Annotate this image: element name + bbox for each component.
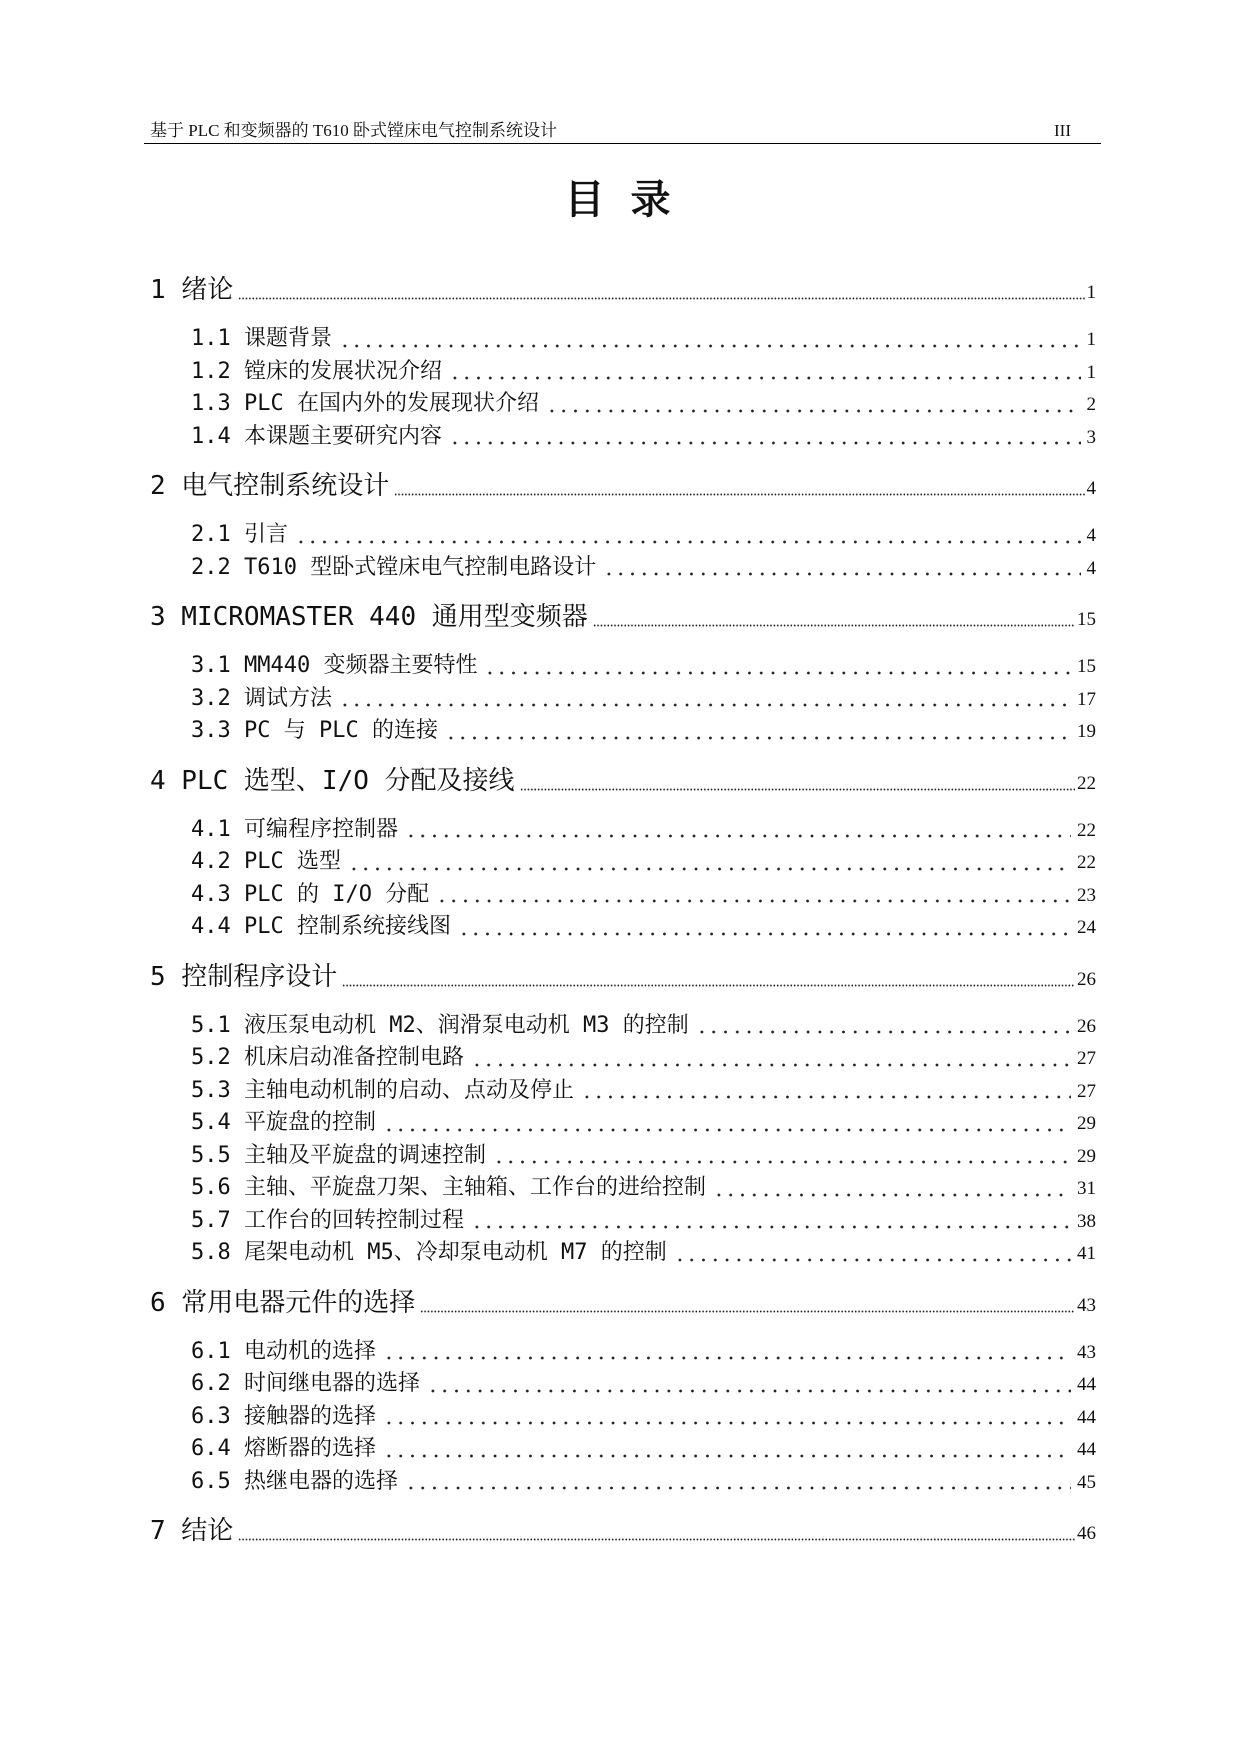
- header-page-number: III: [1054, 121, 1071, 140]
- dot-leader: [449, 356, 1081, 389]
- dot-leader: [484, 650, 1071, 683]
- dot-leader: [348, 846, 1071, 879]
- toc-entry-section-4-4: [150, 911, 1096, 944]
- page-number: 44: [1077, 1406, 1096, 1428]
- toc-title: 目 录: [564, 177, 677, 223]
- page-number: 22: [1077, 852, 1096, 873]
- section-title: 6.4 熔断器的选择: [191, 1436, 376, 1461]
- toc-entry-section-5-3: [150, 1075, 1096, 1108]
- section-title: 6.1 电动机的选择: [191, 1338, 376, 1364]
- page-number: 26: [1077, 968, 1096, 990]
- page-number: 3: [1086, 426, 1096, 448]
- page-number: 43: [1077, 1341, 1096, 1363]
- toc-entry-section-3-2: [150, 683, 1096, 716]
- chapter-title: 1 绪论: [150, 275, 234, 305]
- page-number: 43: [1077, 1294, 1096, 1316]
- dot-leader: [520, 763, 1075, 799]
- dot-leader: [405, 1466, 1071, 1499]
- section-title: 3.3 PC 与 PLC 的连接: [191, 718, 438, 743]
- dot-leader: [420, 1285, 1075, 1321]
- section-title: 2.2 T610 型卧式镗床电气控制电路设计: [191, 554, 597, 580]
- page-header: [144, 119, 1101, 144]
- dot-leader: [696, 1010, 1071, 1043]
- dot-leader: [713, 1172, 1071, 1205]
- toc-entry-section-1-2: [150, 356, 1096, 389]
- dot-leader: [674, 1237, 1071, 1270]
- dot-leader: [581, 1075, 1071, 1108]
- dot-leader: [445, 715, 1071, 748]
- toc-entry-section-5-5: [150, 1140, 1096, 1173]
- toc-entry-chapter-7: [150, 1513, 1096, 1549]
- page-number: 29: [1077, 1145, 1096, 1167]
- page-number: 24: [1077, 917, 1096, 938]
- page-number: 1: [1086, 282, 1096, 303]
- section-title: 4.3 PLC 的 I/O 分配: [191, 881, 430, 907]
- page-number: 26: [1077, 1015, 1096, 1037]
- toc-entry-section-5-6: [150, 1172, 1096, 1205]
- section-title: 5.7 工作台的回转控制过程: [191, 1207, 464, 1233]
- page-number: 4: [1086, 525, 1096, 546]
- dot-leader: [471, 1205, 1071, 1238]
- toc-entry-chapter-3: [150, 599, 1096, 635]
- page-number: 44: [1077, 1374, 1096, 1395]
- section-title: 5.6 主轴、平旋盘刀架、主轴箱、工作台的进给控制: [191, 1175, 706, 1200]
- section-title: 5.4 平旋盘的控制: [191, 1110, 376, 1135]
- section-title: 1.1 课题背景: [191, 326, 332, 351]
- page-number: 2: [1086, 394, 1096, 415]
- toc-entry-section-4-2: [150, 846, 1096, 879]
- page-number: 45: [1077, 1471, 1096, 1493]
- toc-entry-section-4-1: [150, 814, 1096, 847]
- toc-entry-section-5-2: [150, 1042, 1096, 1075]
- toc-entry-section-4-3: [150, 879, 1096, 912]
- dot-leader: [238, 1513, 1075, 1549]
- chapter-title: 3 MICROMASTER 440 通用型变频器: [150, 602, 588, 632]
- section-title: 4.1 可编程序控制器: [191, 816, 398, 842]
- toc-entry-section-6-3: [150, 1401, 1096, 1434]
- toc-entry-chapter-2: [150, 468, 1096, 504]
- dot-leader: [339, 683, 1071, 716]
- toc-entry-section-5-7: [150, 1205, 1096, 1238]
- toc-entry-section-3-1: [150, 650, 1096, 683]
- page-number: 1: [1086, 329, 1096, 350]
- dot-leader: [405, 814, 1071, 847]
- toc-entry-section-1-3: [150, 388, 1096, 421]
- section-title: 1.3 PLC 在国内外的发展现状介绍: [191, 391, 539, 416]
- toc-entry-chapter-6: [150, 1285, 1096, 1321]
- page-number: 19: [1077, 721, 1096, 742]
- page-number: 22: [1077, 772, 1096, 794]
- dot-leader: [342, 959, 1075, 995]
- page-number: 46: [1077, 1523, 1096, 1544]
- section-title: 3.2 调试方法: [191, 685, 332, 711]
- dot-leader: [383, 1401, 1071, 1434]
- chapter-title: 2 电气控制系统设计: [150, 471, 390, 501]
- chapter-title: 7 结论: [150, 1516, 234, 1546]
- dot-leader: [383, 1336, 1071, 1369]
- header-title: 基于 PLC 和变频器的 T610 卧式镗床电气控制系统设计: [150, 121, 558, 140]
- dot-leader: [471, 1042, 1071, 1075]
- page-number: 27: [1077, 1048, 1096, 1069]
- toc-entry-section-2-1: [150, 519, 1096, 552]
- toc-entry-section-6-1: [150, 1336, 1096, 1369]
- section-title: 4.4 PLC 控制系统接线图: [191, 914, 451, 939]
- toc-entry-section-5-4: [150, 1107, 1096, 1140]
- section-title: 5.1 液压泵电动机 M2、润滑泵电动机 M3 的控制: [191, 1012, 689, 1038]
- page-number: 22: [1077, 819, 1096, 841]
- chapter-title: 5 控制程序设计: [150, 961, 338, 992]
- page-number: 1: [1086, 361, 1096, 383]
- section-title: 1.2 镗床的发展状况介绍: [191, 358, 442, 384]
- toc-entry-section-6-5: [150, 1466, 1096, 1499]
- section-title: 2.1 引言: [191, 522, 288, 547]
- dot-leader: [458, 911, 1071, 944]
- toc-entry-section-3-3: [150, 715, 1096, 748]
- toc-entry-section-1-4: [150, 421, 1096, 454]
- toc-entry-chapter-1: [150, 272, 1096, 308]
- page-number: 15: [1077, 656, 1096, 677]
- page-number: 4: [1086, 557, 1096, 579]
- section-title: 3.1 MM440 变频器主要特性: [191, 653, 478, 678]
- page-number: 27: [1077, 1080, 1096, 1102]
- page-number: 38: [1077, 1210, 1096, 1232]
- section-title: 5.8 尾架电动机 M5、冷却泵电动机 M7 的控制: [191, 1240, 667, 1265]
- page-number: 4: [1086, 478, 1096, 499]
- dot-leader: [394, 468, 1084, 504]
- section-title: 6.2 时间继电器的选择: [191, 1371, 420, 1396]
- chapter-title: 4 PLC 选型、I/O 分配及接线: [150, 765, 515, 796]
- toc-entry-chapter-4: [150, 763, 1096, 799]
- dot-leader: [339, 323, 1081, 356]
- toc-entry-section-1-1: [150, 323, 1096, 356]
- page-number: 15: [1077, 609, 1096, 630]
- section-title: 5.2 机床启动准备控制电路: [191, 1045, 464, 1070]
- dot-leader: [603, 552, 1080, 585]
- toc-entry-section-2-2: [150, 552, 1096, 585]
- dot-leader: [546, 388, 1081, 421]
- section-title: 4.2 PLC 选型: [191, 849, 341, 874]
- section-title: 5.5 主轴及平旋盘的调速控制: [191, 1142, 486, 1168]
- dot-leader: [238, 272, 1084, 308]
- section-title: 6.3 接触器的选择: [191, 1403, 376, 1429]
- dot-leader: [449, 421, 1081, 454]
- section-title: 1.4 本课题主要研究内容: [191, 423, 442, 449]
- page-number: 41: [1077, 1243, 1096, 1264]
- dot-leader: [383, 1433, 1071, 1466]
- table-of-contents: [150, 272, 1096, 1564]
- section-title: 5.3 主轴电动机制的启动、点动及停止: [191, 1077, 574, 1103]
- toc-entry-chapter-5: [150, 959, 1096, 995]
- dot-leader: [493, 1140, 1071, 1173]
- toc-entry-section-5-1: [150, 1010, 1096, 1043]
- page-number: 44: [1077, 1439, 1096, 1460]
- chapter-title: 6 常用电器元件的选择: [150, 1287, 416, 1318]
- dot-leader: [295, 519, 1081, 552]
- toc-entry-section-6-2: [150, 1368, 1096, 1401]
- dot-leader: [383, 1107, 1071, 1140]
- toc-entry-section-5-8: [150, 1237, 1096, 1270]
- page-number: 23: [1077, 884, 1096, 906]
- page-number: 31: [1077, 1178, 1096, 1199]
- dot-leader: [427, 1368, 1071, 1401]
- page-number: 29: [1077, 1113, 1096, 1134]
- dot-leader: [593, 599, 1075, 635]
- section-title: 6.5 热继电器的选择: [191, 1468, 398, 1494]
- toc-entry-section-6-4: [150, 1433, 1096, 1466]
- page-number: 17: [1077, 688, 1096, 710]
- dot-leader: [436, 879, 1071, 912]
